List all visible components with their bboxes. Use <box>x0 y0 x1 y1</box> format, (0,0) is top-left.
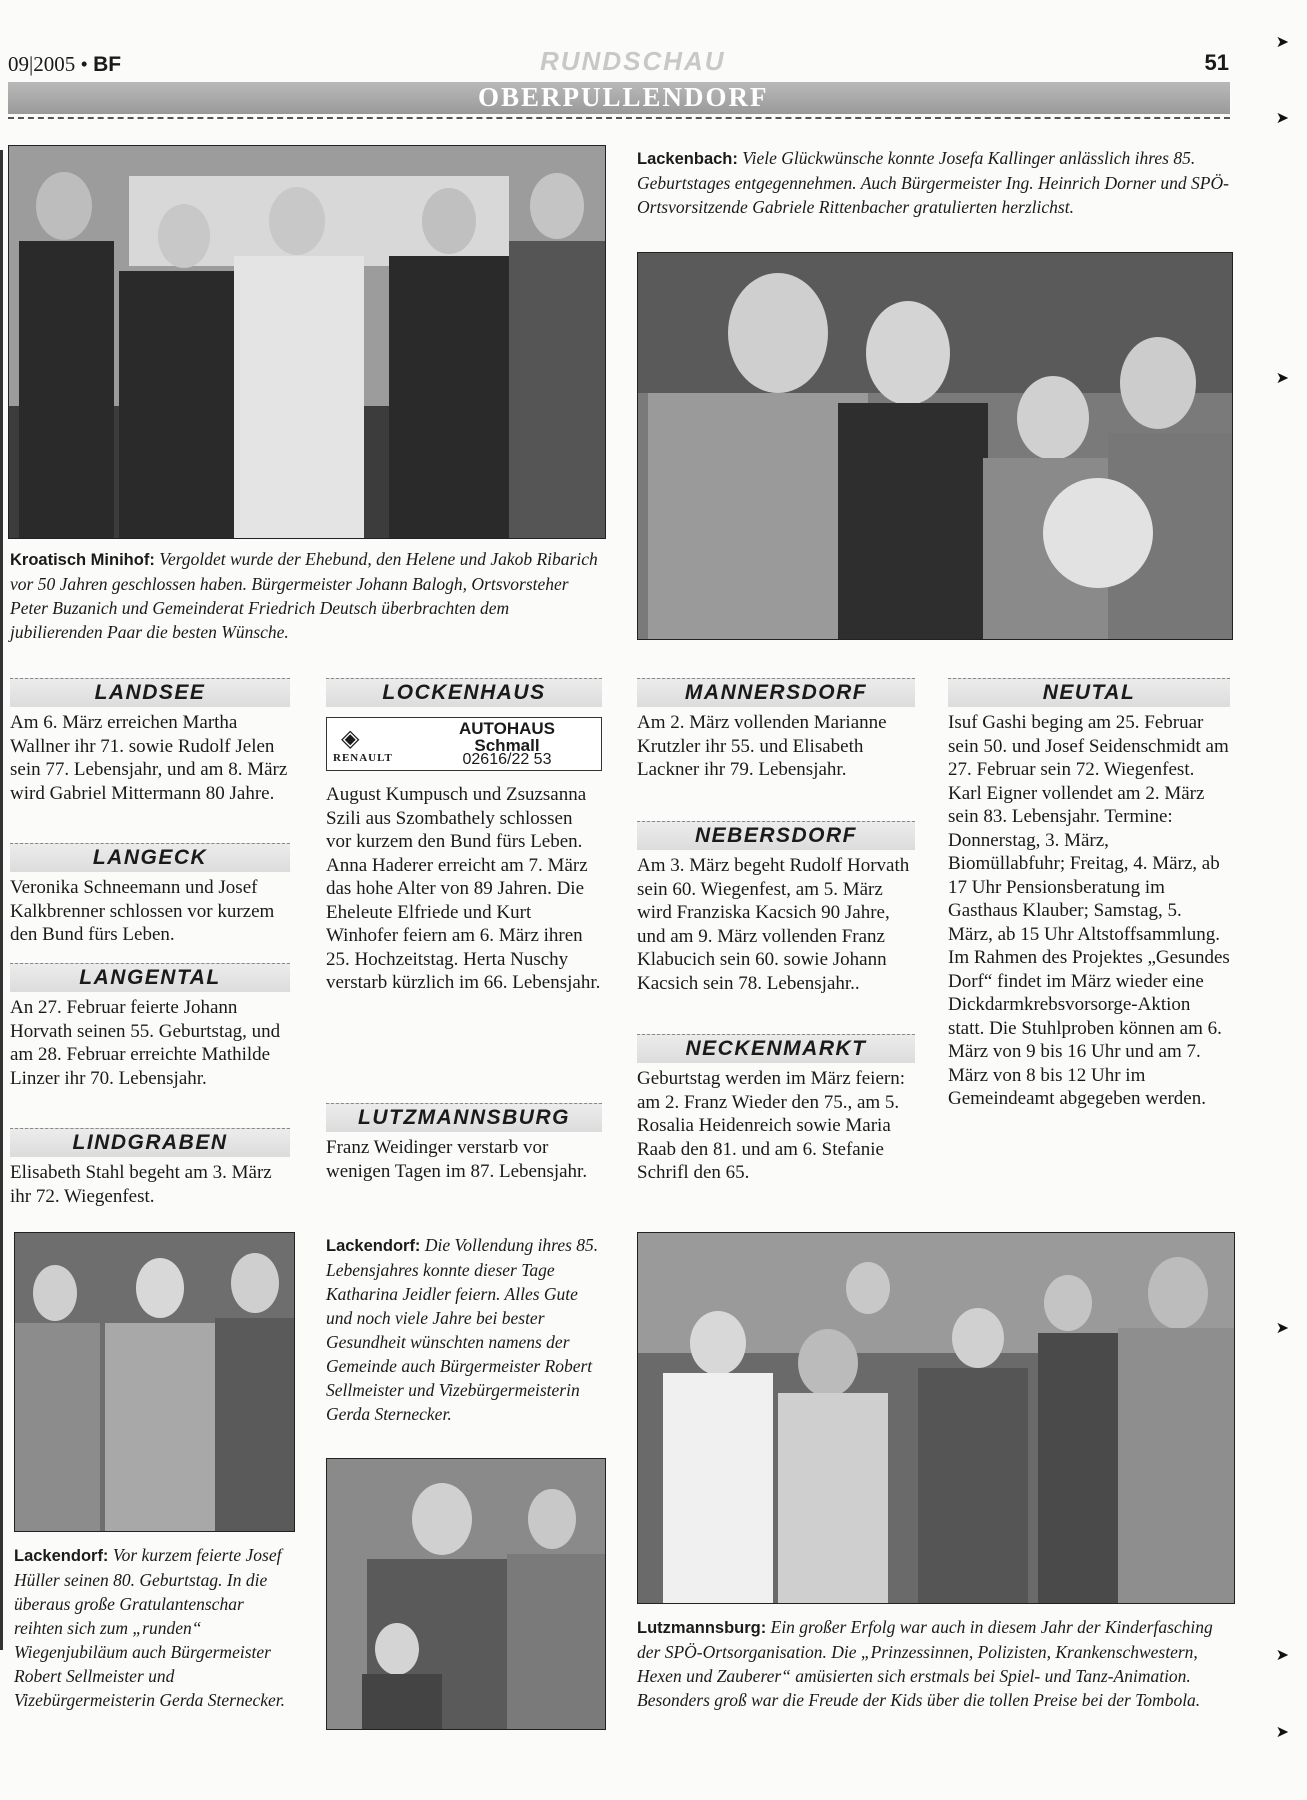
margin-arrow-icon: ➤ <box>1275 110 1289 127</box>
caption-lackenbach <box>637 146 1231 219</box>
section-nebersdorf <box>637 821 915 995</box>
section-mannersdorf <box>637 678 915 782</box>
section-text: Veronika Schneemann und Josef Kalkbrenner schlossen vor kurzem den Bund fürs Leben. <box>10 877 275 945</box>
publication-abbr: BF <box>93 53 122 76</box>
caption-text: Die Vollendung ihres 85. Lebensjahres konnte dieser Tage Katharina Jeidler feiern. Alles Gute und noch viele Jahre bei bester Gesundheit wünschten namens der Gemeinde auch Bürgermeister Robert Sellmeister und Vizebürgermeisterin Gerda Sternecker. <box>326 1235 599 1424</box>
section-text: Am 2. März vollenden Marianne Krutzler ihr 55. und Elisabeth Lackner ihr 79. Lebensjahr. <box>637 712 887 780</box>
section-text: Franz Weidinger verstarb vor wenigen Tagen im 87. Lebensjahr. <box>326 1137 588 1182</box>
caption-kroatisch-minihof <box>10 547 605 644</box>
ad-line1: AUTOHAUS <box>458 719 556 738</box>
section-text: Am 6. März erreichen Martha Wallner ihr 71. sowie Rudolf Jelen sein 77. Lebensjahr, und am 8. März wird Gabriel Mittermann 80 Jahre. <box>10 712 288 804</box>
margin-arrow-icon: ➤ <box>1275 34 1289 51</box>
caption-place: Lackendorf: <box>326 1237 421 1255</box>
section-heading: LUTZMANNSBURG <box>326 1103 602 1132</box>
caption-place: Lackendorf: <box>14 1547 109 1565</box>
margin-arrow-icon: ➤ <box>1275 370 1289 387</box>
caption-text: Vergoldet wurde der Ehebund, den Helene und Jakob Ribarich vor 50 Jahren geschlossen haben. Bürgermeister Johann Balogh, Ortsvorsteher Peter Buzanich und Gemeinderat Friedrich Deutsch überbrachten dem jubilierenden Paar die besten Wünsche. <box>10 549 598 642</box>
ad-phone: 02616/22 53 <box>462 751 552 768</box>
caption-place: Kroatisch Minihof: <box>10 551 155 569</box>
section-lutzmannsburg <box>326 1103 602 1183</box>
caption-text: Ein großer Erfolg war auch in diesem Jahr der Kinderfasching der SPÖ-Ortsorganisation. Die „Prinzessinnen, Polizisten, Krankenschwestern, Hexen und Zauberer“ amüsierten sich erstmals bei Spiel- und Tanz-Animation. Besonders groß war die Freude der Kids über die tollen Preise bei der Tombola. <box>637 1617 1213 1710</box>
margin-arrow-icon: ➤ <box>1275 1724 1289 1741</box>
section-heading: LANDSEE <box>10 678 290 707</box>
page-edge <box>0 150 3 1650</box>
section-heading: MANNERSDORF <box>637 678 915 707</box>
region-banner <box>8 82 1230 114</box>
region-title: OBERPULLENDORF <box>478 82 769 112</box>
section-neckenmarkt <box>637 1034 915 1185</box>
section-text: An 27. Februar feierte Johann Horvath seinen 55. Geburtstag, und am 28. Februar erreichte Mathilde Linzer ihr 70. Lebensjahr. <box>10 997 281 1089</box>
header-divider <box>8 117 1230 119</box>
photo-lackendorf-hueller <box>14 1232 295 1532</box>
section-heading: LOCKENHAUS <box>326 678 602 707</box>
section-text: Am 3. März begeht Rudolf Horvath sein 60. Wiegenfest, am 5. März wird Franziska Kacsich 90 Jahre, und am 9. März vollenden Franz Klabucich sein 60. sowie Johann Kacsich sein 78. Lebensjahr.. <box>637 855 910 994</box>
caption-lackendorf-hueller <box>14 1543 294 1712</box>
caption-place: Lackenbach: <box>637 150 738 168</box>
section-heading: NEUTAL <box>948 678 1230 707</box>
section-langental <box>10 963 290 1090</box>
photo-lackendorf-jeidler <box>326 1458 606 1730</box>
issue-info: 09|2005 • BF <box>8 52 122 76</box>
ad-line2: Schmall <box>474 736 540 755</box>
caption-place: Lutzmannsburg: <box>637 1619 767 1637</box>
section-lockenhaus <box>326 678 602 995</box>
section-text: Isuf Gashi beging am 25. Februar sein 50. und Josef Seidenschmidt am 27. Februar sein 72. Wiegenfest. Karl Eigner vollendet am 2. März sein 83. Lebensjahr. Termine: Donnerstag, 3. März, Biomüllabfuhr; Freitag, 4. März, ab 17 Uhr Pensionsberatung im Gasthaus Klauber; Samstag, 5. März, ab 15 Uhr Altstoffsammlung. Im Rahmen des Projektes „Gesundes Dorf“ findet im März wieder eine Dickdarmkrebsvorsorge-Aktion statt. Die Stuhlproben können am 6. März von 9 bis 16 Uhr und am 7. März von 8 bis 12 Uhr im Gemeindeamt abgegeben werden. <box>948 712 1230 1109</box>
renault-logo-icon: ◈ <box>341 726 360 752</box>
caption-text: Viele Glückwünsche konnte Josefa Kallinger anlässlich ihres 85. Geburtstages entgegennehmen. Auch Bürgermeister Ing. Heinrich Dorner und SPÖ-Ortsvorsitzende Gabriele Rittenbacher gratulierten herzlichst. <box>637 148 1229 217</box>
caption-lutzmannsburg <box>637 1615 1233 1712</box>
section-heading: LANGENTAL <box>10 963 290 992</box>
photo-lackenbach <box>637 252 1233 640</box>
section-text: August Kumpusch und Zsuzsanna Szili aus Szombathely schlossen vor kurzem den Bund fürs Leben. Anna Haderer erreicht am 7. März das hohe Alter von 89 Jahren. Die Eheleute Elfriede und Kurt Winhofer feiern am 6. März ihren 25. Hochzeitstag. Herta Nuschy verstarb kürzlich im 66. Lebensjahr. <box>326 784 601 993</box>
section-lindgraben <box>10 1128 290 1208</box>
section-heading: LINDGRABEN <box>10 1128 290 1157</box>
photo-kroatisch-minihof <box>8 145 606 539</box>
section-langeck <box>10 843 290 947</box>
section-heading: NEBERSDORF <box>637 821 915 850</box>
section-text: Elisabeth Stahl begeht am 3. März ihr 72. Wiegenfest. <box>10 1162 272 1207</box>
caption-lackendorf-jeidler <box>326 1233 604 1426</box>
section-text: Geburtstag werden im März feiern: am 2. Franz Wieder den 75., am 5. Rosalia Heidenreich sowie Maria Raab den 81. und am 6. Stefanie Schrifl den 65. <box>637 1068 906 1183</box>
section-heading: LANGECK <box>10 843 290 872</box>
margin-arrow-icon: ➤ <box>1275 1647 1289 1664</box>
section-heading: NECKENMARKT <box>637 1034 915 1063</box>
section-neutal <box>948 678 1230 1111</box>
publication-title: RUNDSCHAU <box>540 46 726 76</box>
ad-brand: RENAULT <box>333 752 393 764</box>
margin-arrow-icon: ➤ <box>1275 1320 1289 1337</box>
caption-text: Vor kurzem feierte Josef Hüller seinen 80. Geburtstag. In die überaus große Gratulantenschar reihten sich zum „runden“ Wiegenjubiläum auch Bürgermeister Robert Sellmeister und Vizebürgermeisterin Gerda Sternecker. <box>14 1545 286 1710</box>
issue-number: 09|2005 <box>8 52 76 76</box>
section-landsee <box>10 678 290 805</box>
page-number: 51 <box>1204 50 1229 75</box>
photo-lutzmannsburg <box>637 1232 1235 1604</box>
ad-autohaus-schmall <box>326 717 602 771</box>
